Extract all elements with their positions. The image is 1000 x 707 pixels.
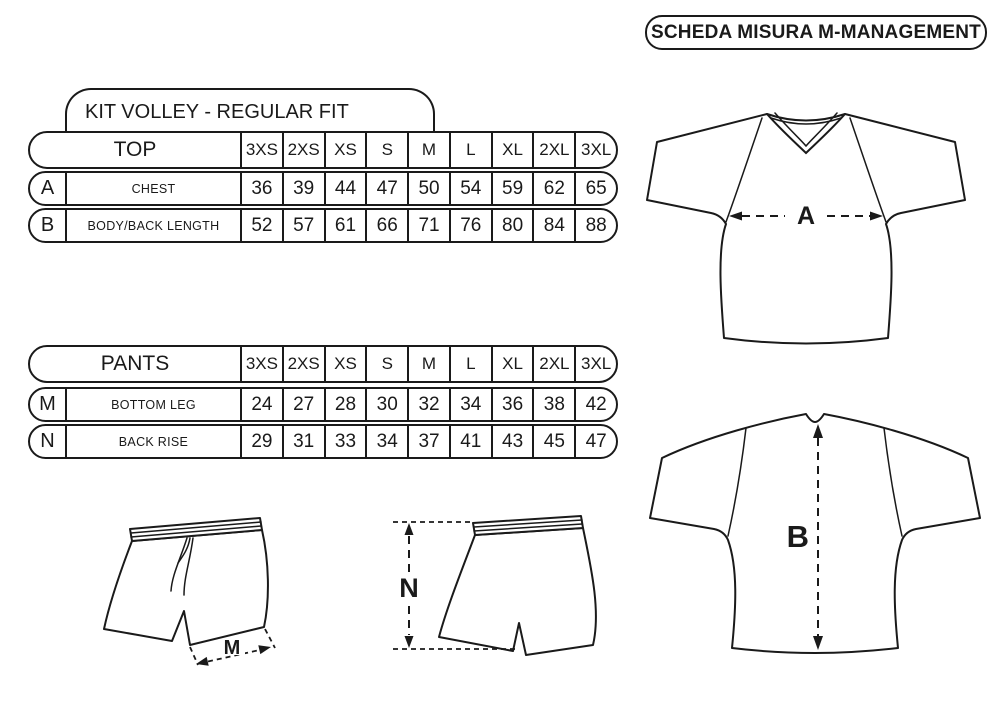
row-value: 88 xyxy=(574,210,616,241)
row-value: 36 xyxy=(240,173,282,204)
table-row-back-rise xyxy=(28,424,618,459)
measure-a-label: A xyxy=(796,202,816,230)
size-header: M xyxy=(407,133,449,167)
size-header: XS xyxy=(324,133,366,167)
row-value: 80 xyxy=(491,210,533,241)
size-header: L xyxy=(449,347,491,381)
row-value: 38 xyxy=(532,389,574,420)
row-value: 34 xyxy=(365,426,407,457)
arrow-right-icon xyxy=(258,645,271,654)
pants-table-title: PANTS xyxy=(100,352,170,375)
size-header: 3XS xyxy=(240,133,282,167)
row-value: 45 xyxy=(532,426,574,457)
size-header: 2XS xyxy=(282,133,324,167)
top-table-header-row xyxy=(28,131,618,169)
row-letter: M xyxy=(39,393,56,415)
shirt-back-diagram xyxy=(648,396,982,662)
row-value: 62 xyxy=(532,173,574,204)
top-table-title: TOP xyxy=(113,138,157,161)
row-label: BACK RISE xyxy=(65,426,240,457)
row-value: 84 xyxy=(532,210,574,241)
measure-m-label: M xyxy=(223,637,241,659)
pants-table-header-row xyxy=(28,345,618,383)
row-value: 50 xyxy=(407,173,449,204)
size-header: 3XL xyxy=(574,347,616,381)
row-value: 59 xyxy=(491,173,533,204)
row-value: 31 xyxy=(282,426,324,457)
row-value: 71 xyxy=(407,210,449,241)
row-value: 54 xyxy=(449,173,491,204)
row-label: BODY/BACK LENGTH xyxy=(65,210,240,241)
row-value: 28 xyxy=(324,389,366,420)
size-header: 3XL xyxy=(574,133,616,167)
size-header: 2XS xyxy=(282,347,324,381)
size-header: XS xyxy=(324,347,366,381)
size-header: S xyxy=(365,347,407,381)
row-value: 43 xyxy=(491,426,533,457)
row-value: 57 xyxy=(282,210,324,241)
row-value: 33 xyxy=(324,426,366,457)
row-value: 61 xyxy=(324,210,366,241)
table-row-body-back-length xyxy=(28,208,618,243)
row-value: 76 xyxy=(449,210,491,241)
size-header: XL xyxy=(491,347,533,381)
measure-n-label: N xyxy=(399,573,419,603)
size-header: XL xyxy=(491,133,533,167)
row-value: 65 xyxy=(574,173,616,204)
row-letter: B xyxy=(40,214,55,236)
row-value: 27 xyxy=(282,389,324,420)
table-row-bottom-leg xyxy=(28,387,618,422)
measure-b-label: B xyxy=(786,519,809,554)
size-header: L xyxy=(449,133,491,167)
size-header: M xyxy=(407,347,449,381)
size-header: 2XL xyxy=(532,347,574,381)
row-value: 32 xyxy=(407,389,449,420)
row-value: 30 xyxy=(365,389,407,420)
row-value: 44 xyxy=(324,173,366,204)
size-header: 2XL xyxy=(532,133,574,167)
row-value: 47 xyxy=(574,426,616,457)
shorts-back-diagram xyxy=(385,505,625,690)
title-badge-text: SCHEDA MISURA M-MANAGEMENT xyxy=(651,21,981,43)
shorts-front-diagram xyxy=(92,505,307,690)
size-header: S xyxy=(365,133,407,167)
title-badge xyxy=(645,15,987,50)
row-value: 36 xyxy=(491,389,533,420)
row-value: 66 xyxy=(365,210,407,241)
row-label: BOTTOM LEG xyxy=(65,389,240,420)
row-value: 52 xyxy=(240,210,282,241)
shirt-front-diagram xyxy=(645,100,967,352)
row-letter: N xyxy=(40,430,55,452)
row-value: 34 xyxy=(449,389,491,420)
kit-volley-label: KIT VOLLEY - REGULAR FIT xyxy=(85,101,349,123)
arrow-down-icon xyxy=(405,636,414,648)
row-value: 37 xyxy=(407,426,449,457)
row-value: 24 xyxy=(240,389,282,420)
row-value: 47 xyxy=(365,173,407,204)
row-letter: A xyxy=(40,177,55,199)
row-value: 42 xyxy=(574,389,616,420)
row-value: 41 xyxy=(449,426,491,457)
size-header: 3XS xyxy=(240,347,282,381)
row-value: 39 xyxy=(282,173,324,204)
table-row-chest xyxy=(28,171,618,206)
row-value: 29 xyxy=(240,426,282,457)
arrow-up-icon xyxy=(405,523,414,535)
row-label: CHEST xyxy=(65,173,240,204)
